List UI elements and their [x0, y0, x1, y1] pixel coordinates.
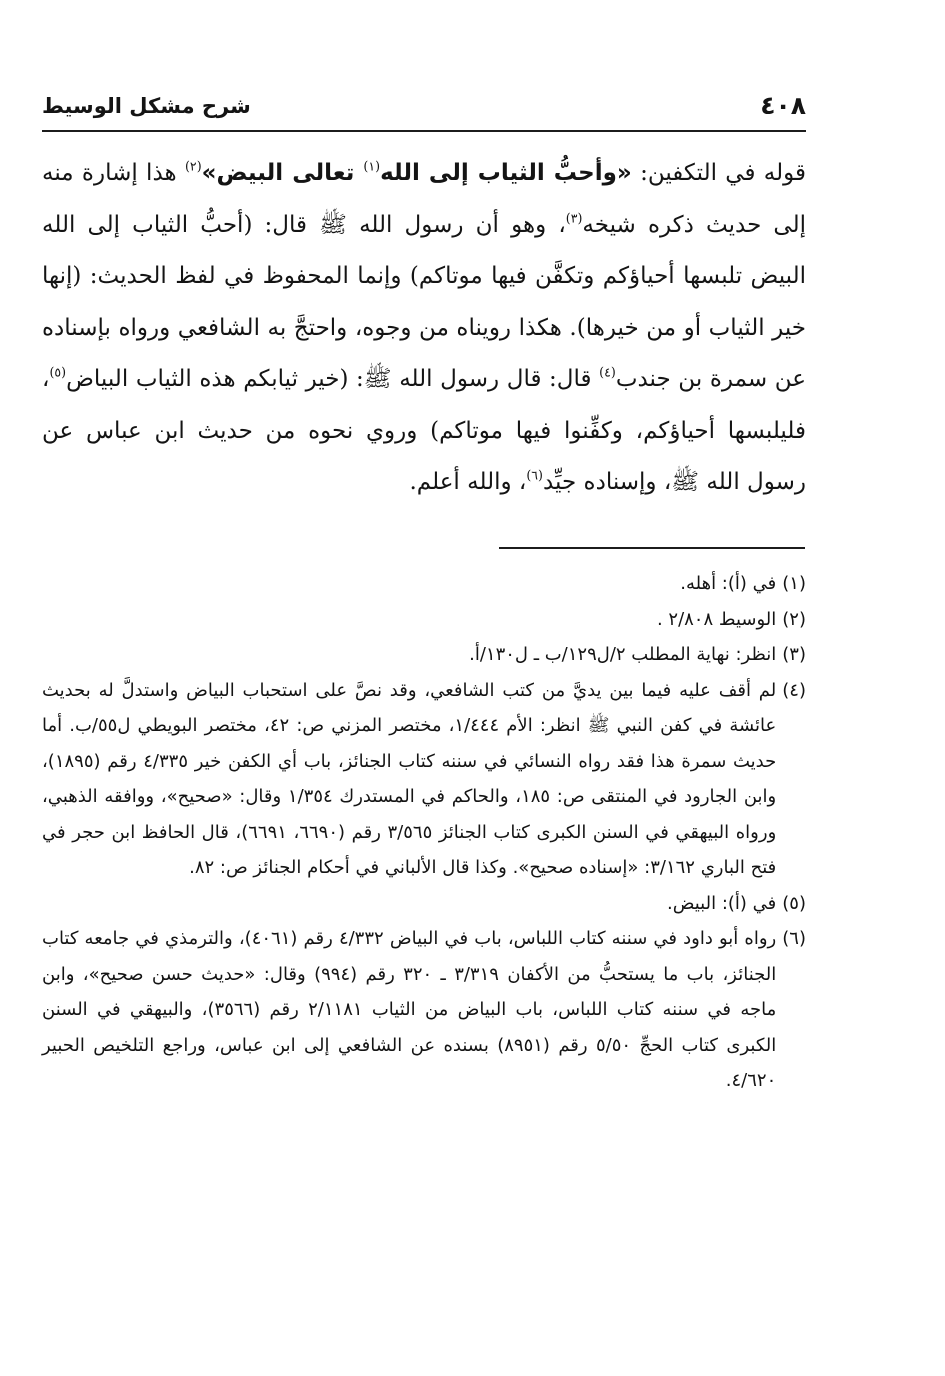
quoted-phrase: تعالى البيض»	[201, 160, 364, 186]
main-paragraph	[42, 148, 806, 509]
footnote	[42, 602, 806, 638]
footnote-text: الوسيط ٢/٨٠٨ .	[656, 608, 777, 630]
header-rule	[42, 130, 806, 132]
text-segment: ، فليلبسها أحياؤكم، وكفِّنوا فيها موتاكم) وروي نحوه من حديث ابن عباس عن رسول الله ﷺ، وإسناده جيِّد	[42, 366, 806, 495]
footnote	[42, 921, 806, 1099]
quoted-phrase: «وأحبُّ الثياب إلى الله	[380, 160, 632, 186]
footnote-text: رواه أبو داود في سننه كتاب اللباس، باب في البياض ٤/٣٣٢ رقم (٤٠٦١)، والترمذي في جامعه كتاب الجنائز، باب ما يستحبُّ من الأكفان ٣/٣١٩ ـ ٣٢٠ رقم (٩٩٤) وقال: «حديث حسن صحيح»، وابن ماجه في سننه كتاب اللباس، باب البياض من الثياب ٢/١١٨١ رقم (٣٥٦٦)، والبيهقي في السنن الكبرى كتاب الحجِّ ٥/٥٠ رقم (٨٩٥١) بسنده عن الشافعي إلى ابن عباس، وراجع التلخيص الحبير ٤/٦٢٠.	[42, 928, 777, 1091]
text-segment: ، والله أعلم.	[409, 469, 527, 495]
page-number: ٤٠٨	[760, 91, 806, 120]
footnote-ref-3: (٣)	[565, 210, 583, 226]
footnote-ref-6: (٦)	[526, 467, 543, 483]
text-segment: قال: قال رسول الله ﷺ: (خير ثيابكم هذه الثياب البياض	[66, 366, 600, 392]
footnote-separator	[499, 547, 805, 549]
footnote-number: (٢)	[782, 608, 806, 630]
footnotes-list	[42, 566, 806, 1099]
text-segment: ، وهو أن رسول الله ﷺ قال: (أحبُّ الثياب إلى الله البيض تلبسها أحياؤكم وتكفَّن فيها موتاكم) وإنما المحفوظ في لفظ الحديث: (إنها خير الثياب أو من خيرها). هكذا رويناه من وجوه، واحتجَّ به الشافعي ورواه بإسناده عن سمرة بن جندب	[42, 211, 806, 392]
text-segment: هذا إشارة منه إلى حديث ذكره شيخه	[42, 160, 806, 238]
footnote-number: (٥)	[782, 892, 806, 914]
footnote-text: في (أ): البيض.	[666, 892, 777, 914]
footnote-ref-1: (١)	[363, 158, 381, 174]
footnote-number: (٣)	[782, 644, 806, 665]
footnote-ref-4: (٤)	[599, 364, 616, 380]
footnote	[42, 637, 806, 673]
footnote	[42, 673, 806, 886]
page-header	[42, 88, 806, 128]
text-segment: قوله في التكفين:	[631, 160, 806, 186]
footnote	[42, 566, 806, 602]
footnote-text: لم أقف عليه فيما بين يديَّ من كتب الشافعي، وقد نصَّ على استحباب البياض واستدلَّ له بحديث عائشة في كفن النبي ﷺ انظر: الأم ١/٤٤٤، مختصر المزني ص: ٤٢، مختصر البويطي ل٥٥/ب. أما حديث سمرة هذا فقد رواه النسائي في سننه كتاب الجنائز، باب أي الكفن خير ٤/٣٣٥ رقم (١٨٩٥)، وابن الجارود في المنتقى ص: ١٨٥، والحاكم في المستدرك ١/٣٥٤ وقال: «صحيح»، ووافقه الذهبي، ورواه البيهقي في السنن الكبرى كتاب الجنائز ٣/٥٦٥ رقم (٦٦٩٠، ٦٦٩١)، قال الحافظ ابن حجر في فتح الباري ٣/١٦٢: «إسناده صحيح». وكذا قال الألباني في أحكام الجنائز ص: ٨٢.	[42, 679, 777, 878]
footnote-text: في (أ): أهله.	[680, 573, 777, 594]
footnote-number: (٦)	[782, 928, 806, 949]
footnote-number: (٤)	[782, 679, 806, 701]
footnote-ref-2: (٢)	[184, 158, 202, 174]
footnote-ref-5: (٥)	[49, 364, 67, 380]
running-title: شرح مشكل الوسيط	[42, 94, 251, 118]
footnote-text: انظر: نهاية المطلب ٢/ل١٢٩/ب ـ ل١٣٠/أ.	[469, 644, 777, 665]
footnote	[42, 886, 806, 922]
footnote-number: (١)	[782, 573, 806, 594]
